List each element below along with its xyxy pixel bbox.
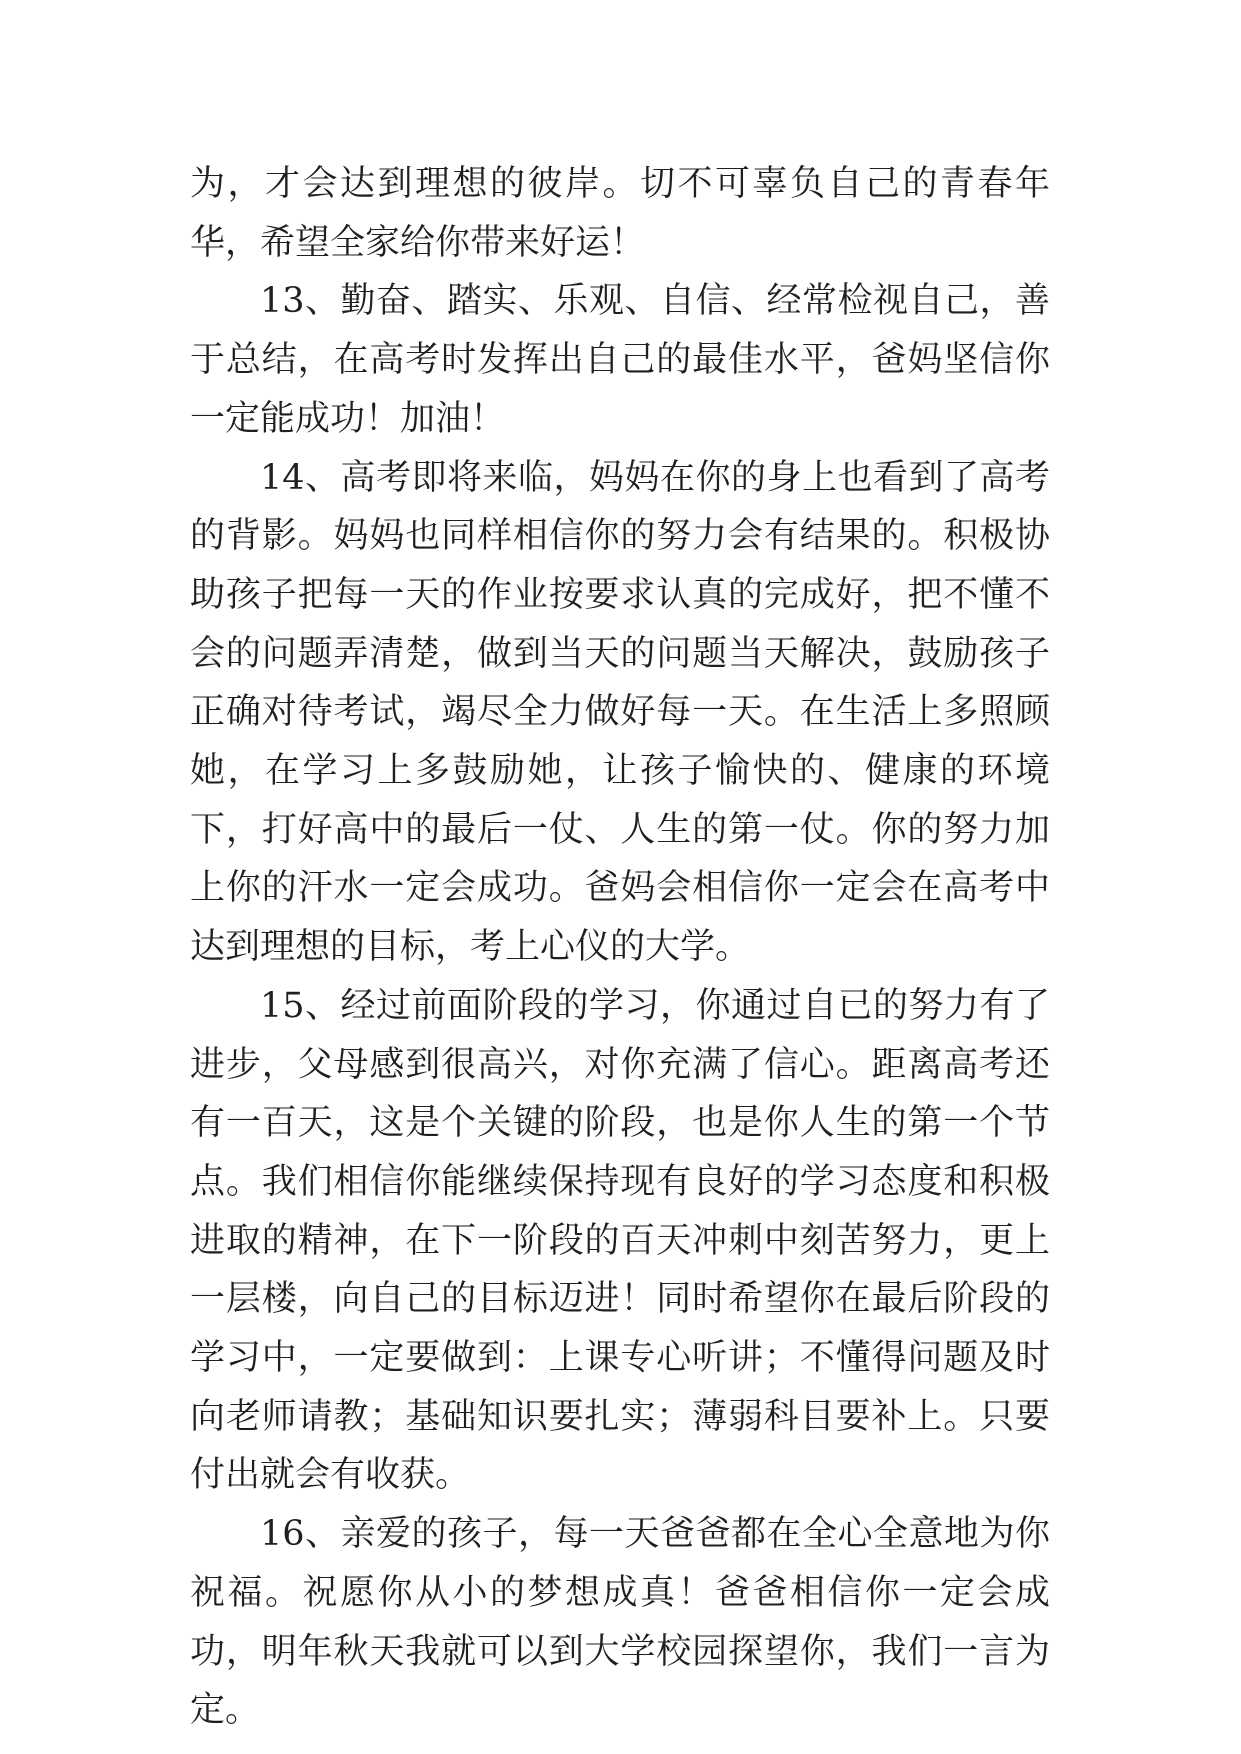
paragraph-13: 13、勤奋、踏实、乐观、自信、经常检视自己，善于总结，在高考时发挥出自己的最佳水平，爸妈坚信你一定能成功！加油！ [190,281,1050,439]
paragraph-16: 16、亲爱的孩子，每一天爸爸都在全心全意地为你祝福。祝愿你从小的梦想成真！爸爸相信你一定会成功，明年秋天我就可以到大学校园探望你，我们一言为定。 [190,1514,1050,1731]
document-body [190,155,1050,1740]
paragraph-15: 15、经过前面阶段的学习，你通过自已的努力有了进步，父母感到很高兴，对你充满了信心。距离高考还有一百天，这是个关键的阶段，也是你人生的第一个节点。我们相信你能继续保持现有良好的学习态度和积极进取的精神，在下一阶段的百天冲刺中刻苦努力，更上一层楼，向自己的目标迈进！同时希望你在最后阶段的学习中，一定要做到：上课专心听讲；不懂得问题及时向老师请教；基础知识要扎实；薄弱科目要补上。只要付出就会有收获。 [190,985,1050,1496]
paragraph-continuation: 为，才会达到理想的彼岸。切不可辜负自己的青春年华，希望全家给你带来好运！ [190,164,1050,263]
paragraph-14: 14、高考即将来临，妈妈在你的身上也看到了高考的背影。妈妈也同样相信你的努力会有结果的。积极协助孩子把每一天的作业按要求认真的完成好，把不懂不会的问题弄清楚，做到当天的问题当天解决，鼓励孩子正确对待考试，竭尽全力做好每一天。在生活上多照顾她，在学习上多鼓励她，让孩子愉快的、健康的环境下，打好高中的最后一仗、人生的第一仗。你的努力加上你的汗水一定会成功。爸妈会相信你一定会在高考中达到理想的目标，考上心仪的大学。 [190,457,1050,968]
